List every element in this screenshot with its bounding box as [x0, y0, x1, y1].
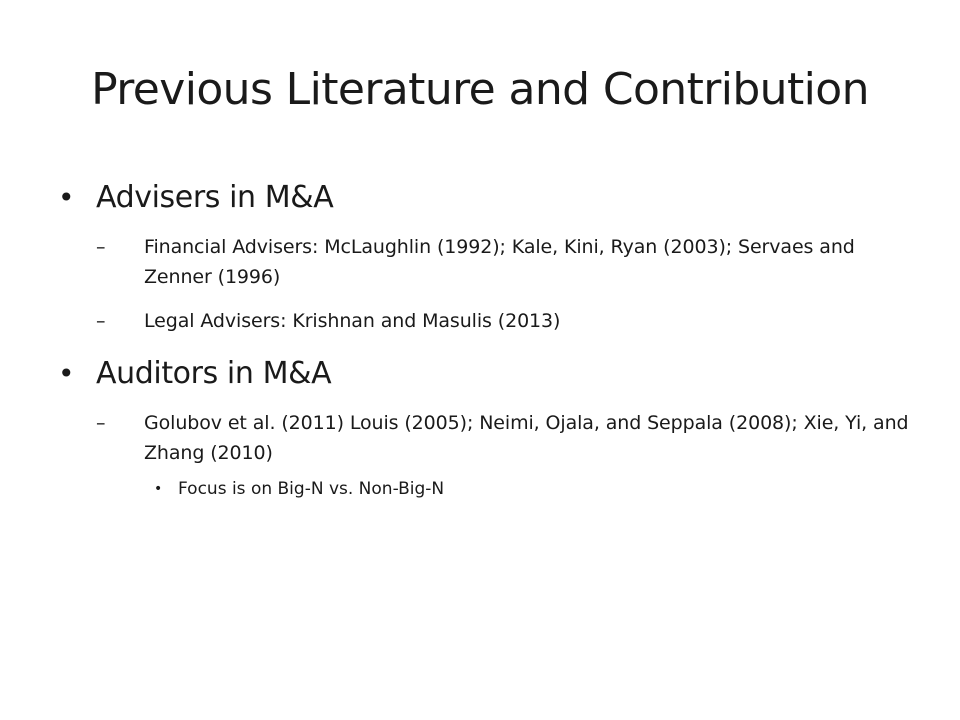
bullet-auditors [58, 354, 918, 394]
subitem-auditor-studies [58, 408, 918, 468]
bullet-advisers [58, 178, 918, 218]
detail-text: Focus is on Big-N vs. Non-Big-N [178, 479, 445, 499]
subitem-financial-advisers [58, 232, 918, 292]
subitem-text: Golubov et al. (2011) Louis (2005); Neimi, Ojala, and Seppala (2008); Xie, Yi, and Zhang (2010) [144, 412, 909, 464]
slide-title: Previous Literature and Contribution [91, 64, 869, 115]
bullet-icon: • [58, 181, 75, 214]
dash-icon: – [96, 310, 106, 332]
auditors-subitems [58, 408, 918, 502]
advisers-subitems [58, 232, 918, 336]
auditor-detail-list [58, 476, 918, 502]
subitem-legal-advisers [58, 306, 918, 336]
bullet-text: Auditors in M&A [96, 356, 332, 391]
dash-icon: – [96, 412, 106, 434]
subitem-text: Legal Advisers: Krishnan and Masulis (2013) [144, 310, 561, 332]
slide-content [58, 178, 918, 520]
bullet-icon: • [154, 481, 163, 497]
subitem-text: Financial Advisers: McLaughlin (1992); Kale, Kini, Ryan (2003); Servaes and Zenner (1996) [144, 236, 855, 288]
bullet-text: Advisers in M&A [96, 180, 334, 215]
dash-icon: – [96, 236, 106, 258]
detail-big-n [58, 476, 918, 502]
bullet-icon: • [58, 357, 75, 390]
